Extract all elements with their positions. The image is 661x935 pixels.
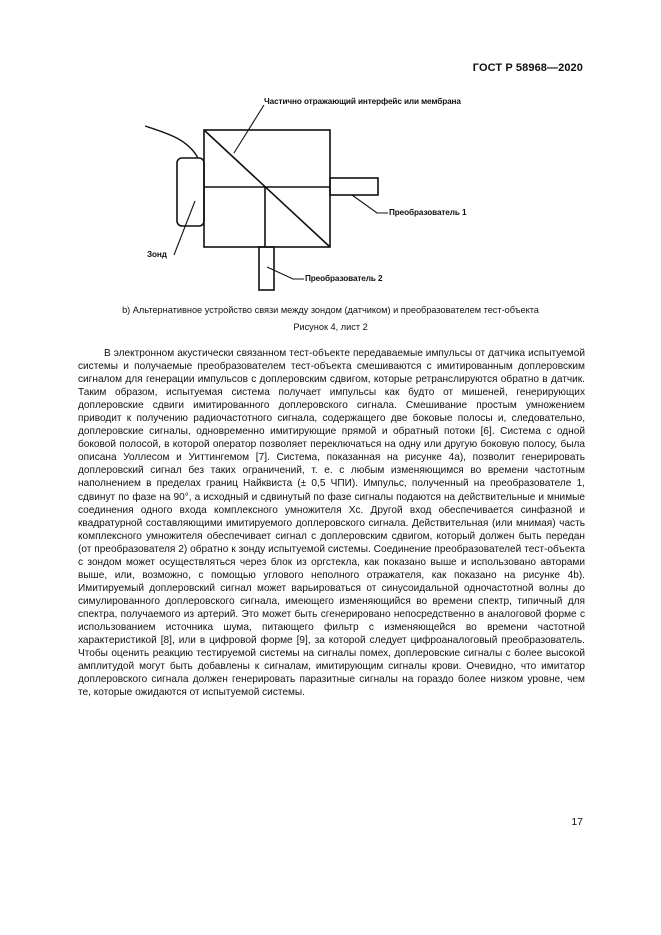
probe-body [177,158,204,226]
page-number: 17 [571,816,583,828]
probe-cable [145,126,198,158]
figure-caption: b) Альтернативное устройство связи между зондом (датчиком) и преобразователем тест-объекта [122,305,539,315]
transducer-2-body [259,247,274,290]
figure-number: Рисунок 4, лист 2 [293,322,368,332]
label-transducer-1: Преобразователь 1 [389,208,467,217]
leader-transducer-2 [267,267,304,279]
label-probe: Зонд [147,250,167,259]
coupling-diagram [0,0,661,300]
label-transducer-2: Преобразователь 2 [305,274,383,283]
leader-transducer-1 [352,195,388,213]
leader-interface [234,105,264,153]
figure-4b [0,0,661,300]
label-reflecting-interface: Частично отражающий интерфейс или мембрана [264,97,461,106]
standard-designation: ГОСТ Р 58968—2020 [472,62,583,74]
body-paragraph: В электронном акустически связанном тест-объекте передаваемые импульсы от датчика испытуемой системы и получаемые преобразователем тест-объекта смешиваются с имитированным доплеровским сигналом для генерации импульсов с доплеровским сдвигом, которые ретранслируются обратно в датчик. Таким образом, испытуемая система получает импульсы как будто от мишеней, генерирующих доплеровские сдвиги имитированного доплеровского сигнала. Смешивание простым умножением приводит к получению радиочастотного сигнала, содержащего две боковые полосы и, следовательно, доплеровские сигналы, одновременно имитирующие прямой и обратный потоки [6]. Система с одной боковой полосой, в которой оператор позволяет переключаться на одну или другую боковую полосу, была описана Уоллесом и Уиттингемом [7]. Система, показанная на рисунке 4a), позволит генерировать доплеровский сигнал без таких ограничений, т. е. с любым изменяющимся во времени частотным наполнением в пределах границ Найквиста (± 0,5 ЧПИ). Импульс, полученный на преобразователе 1, сдвинут по фазе на 90°, а исходный и сдвинутый по фазе сигналы подаются на действительные и мнимые соединения одного входа комплексного умножителя Хс. Другой вход обеспечивается синфазной и квадратурной составляющими имитируемого доплеровского сигнала. Действительная (или мнимая) часть комплексного умножителя обеспечивает сигнал с доплеровским сдвигом, который должен быть передан (от преобразователя 2) обратно к зонду испытуемой системы. Соединение преобразователей тест-объекта с зондом может осуществляться через блок из оргстекла, как показано выше и использовано авторами выше, или, возможно, с помощью углового неполного отражателя, как показано на рисунке 4b). Имитируемый доплеровский сигнал может варьироваться от синусоидальной одночастотной волны до симулированного доплеровского сигнала, имеющего изменяющийся во времени спектр, типичный для спектра, получаемого из артерий. Это может быть сгенерировано непосредственно в аналоговой форме с использованием источника шума, питающего фильтр с изменяющейся во времени частотной характеристикой [8], или в цифровой форме [9], за которой следует цифроаналоговый преобразователь. Чтобы оценить реакцию тестируемой системы на сигналы помех, доплеровские сигналы с более высокой амплитудой могут быть добавлены к сигналам, имитирующим сигналы крови. Очевидно, что имитатор доплеровского сигнала должен генерировать паразитные сигналы на гораздо более низком уровне, чем те, которые ожидаются от испытуемой системы. [78,348,585,699]
transducer-1-body [330,178,378,195]
reflecting-interface [204,130,330,247]
